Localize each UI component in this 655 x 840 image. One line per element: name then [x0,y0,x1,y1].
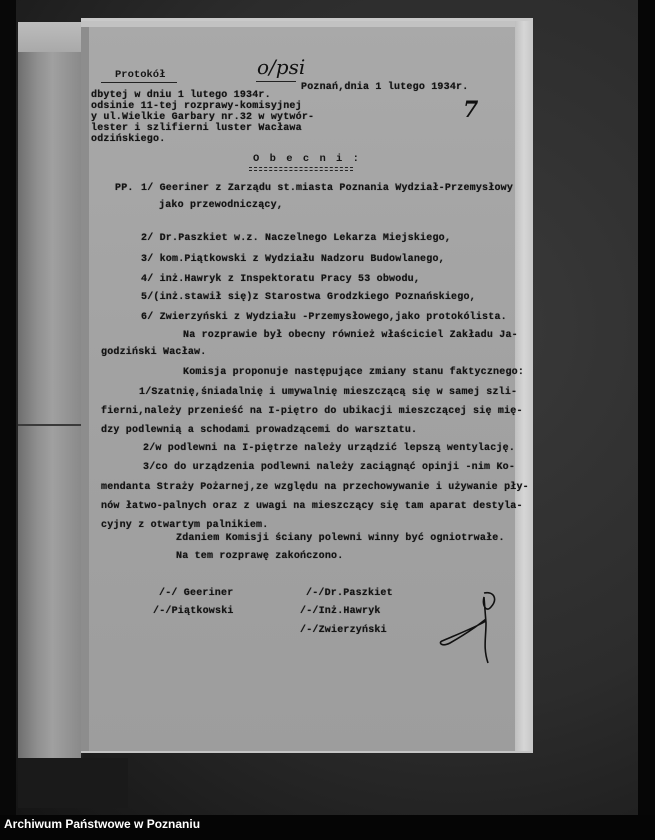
body-paragraph-line: dzy podlewnią a schodami prowadzącemi do warsztatu. [101,425,418,436]
handwritten-page-number: 7 [463,97,479,123]
binding-strip [18,22,83,758]
binding-shadow [18,758,128,808]
film-edge-right [638,0,655,815]
body-paragraph-line: 2/w podlewni na I-piętrze należy urządzić lepszą wentylację. [143,443,516,454]
attendees-heading-underline [249,167,353,171]
subject-line: odsinie 11-tej rozprawy-komisyjnej [91,101,302,112]
body-paragraph-line: cyjny z otwartym palnikiem. [101,520,269,531]
subject-line: y ul.Wielkie Garbary nr.32 w wytwór- [91,112,315,123]
signature-typed: /-/Zwierzyński [300,625,387,636]
body-paragraph-line: nów łatwo-palnych oraz z uwagi na mieszczący się tam aparat destyla- [101,501,523,512]
document-title: Protokół [115,69,166,81]
attendee-item: 2/ Dr.Paszkiet w.z. Naczelnego Lekarza Miejskiego, [141,233,452,244]
attendee-item: 3/ kom.Piątkowski z Wydziału Nadzoru Budowlanego, [141,254,445,265]
subject-line: lester i szlifierni luster Wacława [91,123,302,134]
subject-line: dbytej w dniu 1 lutego 1934r. [91,90,271,101]
signature-typed: /-/Piątkowski [153,606,234,617]
binding-strip-top [18,22,81,52]
body-paragraph-line: Zdaniem Komisji ściany polewni winny być ogniotrwałe. [176,533,505,544]
signature-typed: /-/Dr.Paszkiet [306,588,393,599]
attendee-item: 5/(inż.stawił się)z Starostwa Grodzkiego Poznańskiego, [141,292,476,303]
attendee-item: 4/ inż.Hawryk z Inspektoratu Pracy 53 obwodu, [141,274,421,285]
archive-caption: Archiwum Państwowe w Poznaniu [4,817,201,831]
binding-strip-fold [18,424,81,426]
place-date: Poznań,dnia 1 lutego 1934r. [301,82,469,93]
document-page [81,18,533,753]
body-paragraph-line: fierni,należy przenieść na I-piętro do ubikacji mieszczącej się mię- [101,406,523,417]
page-right-edge [515,21,533,751]
signature-typed: /-/Inż.Hawryk [300,606,381,617]
attendee-item: jako przewodniczący, [159,200,284,211]
body-paragraph-line: Na rozprawie był obecny również właściciel Zakładu Ja- [183,330,518,341]
signature-typed: /-/ Geeriner [159,588,234,599]
page-top-edge [81,21,533,27]
attendees-heading: O b e c n i : [253,153,361,165]
attendees-prefix: PP. [115,183,134,194]
handwritten-mark-underline [256,81,296,82]
body-paragraph-line: Na tem rozprawę zakończono. [176,551,344,562]
handwritten-signature-icon [436,583,506,678]
subject-line: odzińskiego. [91,134,166,145]
film-edge-left [0,0,16,815]
body-paragraph-line: 1/Szatnię,śniadalnię i umywalnię mieszczącą się w samej szli- [139,387,518,398]
body-paragraph-line: 3/co do urządzenia podlewni należy zaciągnąć opinji -nim Ko- [143,462,516,473]
handwritten-mark: o/psi [257,55,306,79]
body-paragraph-line: mendanta Straży Pożarnej,ze względu na przechowywanie i używanie pły- [101,482,529,493]
attendee-item: 1/ Geeriner z Zarządu st.miasta Poznania Wydział-Przemysłowy [141,183,514,194]
attendee-item: 6/ Zwierzyński z Wydziału -Przemysłowego,jako protokólista. [141,312,507,323]
title-underline [101,82,177,83]
body-paragraph-line: godziński Wacław. [101,347,207,358]
body-paragraph-line: Komisja proponuje następujące zmiany stanu faktycznego: [183,367,525,378]
